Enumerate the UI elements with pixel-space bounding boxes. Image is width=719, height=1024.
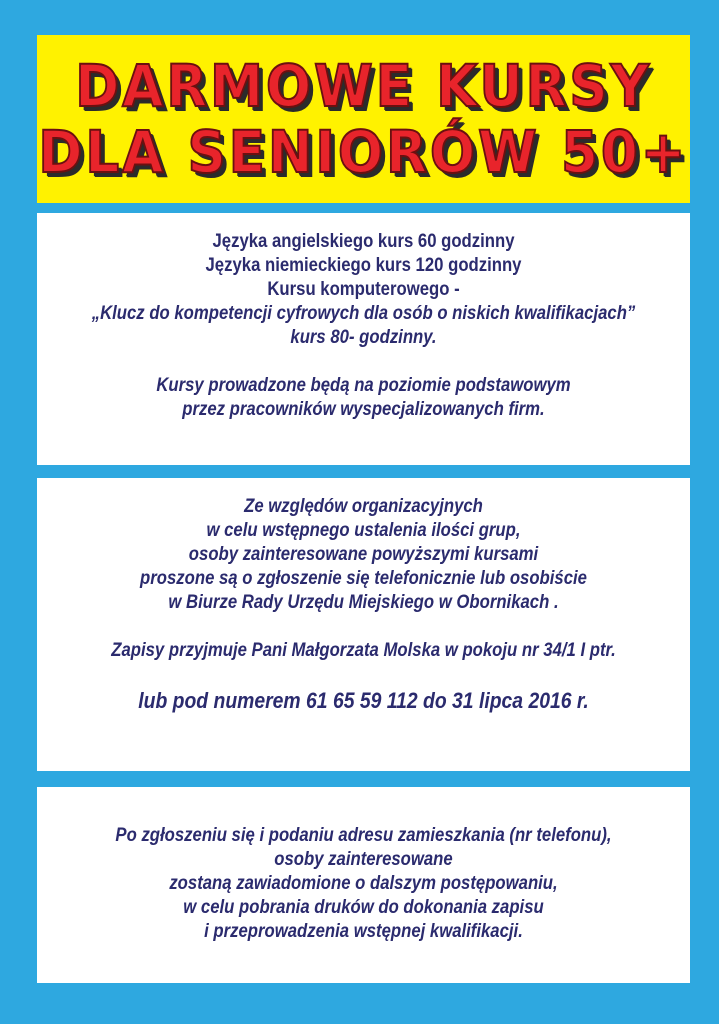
course-level-text: Kursy prowadzone będą na poziomie podstawowym: [156, 375, 571, 396]
registration-line-5: w Biurze Rady Urzędu Miejskiego w Obornikach .: [168, 592, 559, 613]
spacer: [37, 350, 690, 374]
registration-line-1: Ze względów organizacyjnych: [244, 496, 483, 517]
notification-line-1: Po zgłoszeniu się i podaniu adresu zamieszkania (nr telefonu),: [115, 825, 612, 846]
computer-course-hours: kurs 80- godzinny.: [290, 327, 437, 348]
spacer: [37, 663, 690, 687]
registration-contact-person: Zapisy przyjmuje Pani Małgorzata Molska w pokoju nr 34/1 I ptr.: [111, 640, 616, 661]
registration-phone-deadline: lub pod numerem 61 65 59 112 do 31 lipca 2016 r.: [138, 688, 589, 713]
english-course-text: Języka angielskiego kurs 60 godzinny: [212, 231, 515, 252]
computer-course-title: „Klucz do kompetencji cyfrowych dla osób o niskich kwalifikacjach”: [91, 303, 636, 324]
german-course-text: Języka niemieckiego kurs 120 godzinny: [205, 255, 522, 276]
registration-line-2: w celu wstępnego ustalenia ilości grup,: [206, 520, 521, 541]
registration-line-3: osoby zainteresowane powyższymi kursami: [188, 544, 539, 565]
notification-panel: [37, 787, 690, 983]
notification-line-2: osoby zainteresowane: [274, 849, 453, 870]
title-banner: [37, 35, 690, 203]
notification-line-5: i przeprowadzenia wstępnej kwalifikacji.: [204, 921, 523, 942]
title-line-2: DLA SENIORÓW 50+: [38, 118, 689, 186]
title-line-1: DARMOWE KURSY: [75, 52, 652, 120]
spacer: [37, 615, 690, 639]
notification-line-4: w celu pobrania druków do dokonania zapisu: [183, 897, 544, 918]
computer-course-text: Kursu komputerowego -: [267, 279, 460, 300]
registration-line-4: proszone są o zgłoszenie się telefonicznie lub osobiście: [140, 568, 587, 589]
notification-line-3: zostaną zawiadomione o dalszym postępowaniu,: [169, 873, 558, 894]
courses-panel: [37, 213, 690, 465]
registration-panel: [37, 478, 690, 771]
course-staff-text: przez pracowników wyspecjalizowanych firm.: [182, 399, 545, 420]
